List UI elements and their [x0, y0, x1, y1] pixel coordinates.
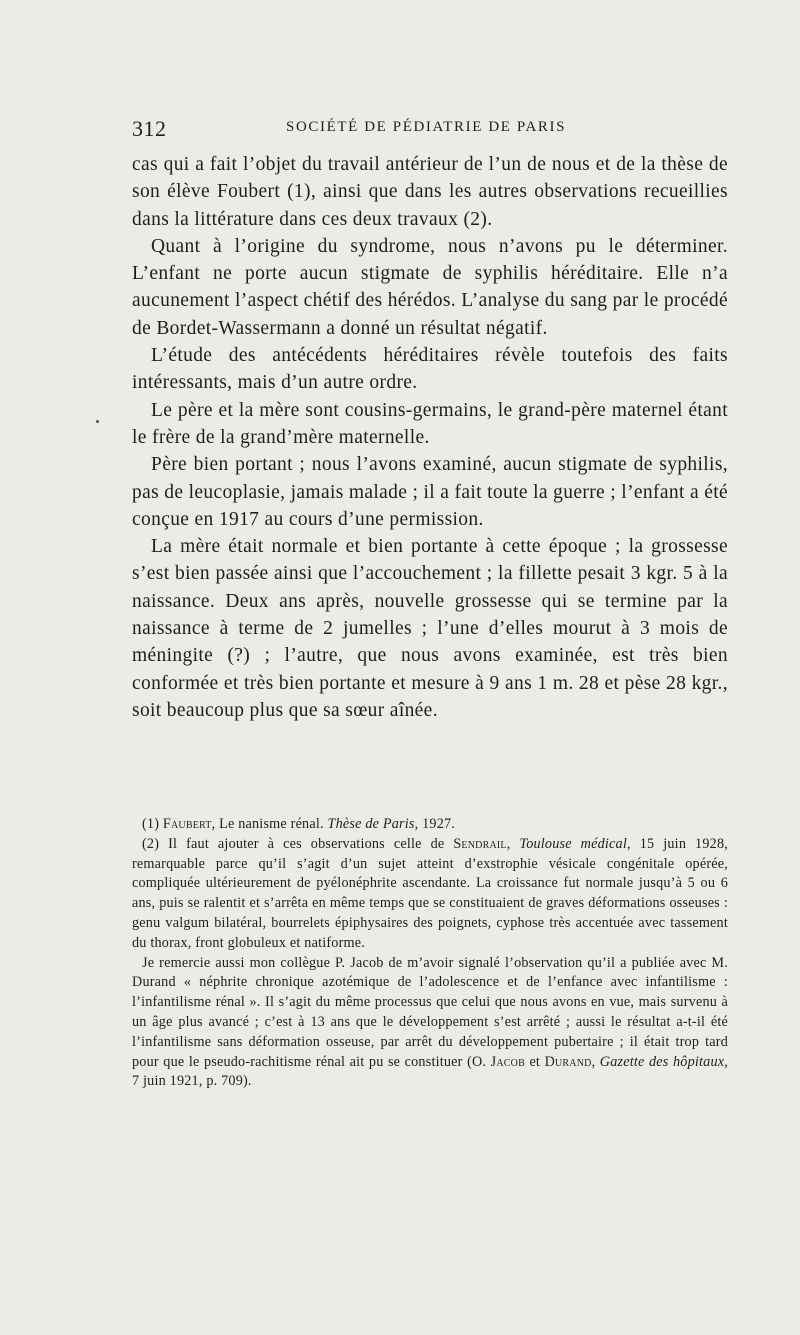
footnote-2	[132, 835, 728, 954]
footnote-1	[132, 815, 728, 835]
footnote-text: ,	[591, 1053, 600, 1070]
footnote-text: Il faut ajouter à ces observations celle de	[168, 835, 454, 852]
footnote-source: Gazette des hôpitaux	[599, 1053, 725, 1070]
paragraph: L’étude des antécédents héréditaires révèle toutefois des faits intéressants, mais d’un autre ordre.	[132, 345, 728, 394]
footnote-text: , 7 juin 1921, p. 709).	[132, 1053, 728, 1090]
footnote-source: Thèse de Paris	[327, 816, 415, 832]
footnotes	[132, 815, 728, 1092]
footnote-author: Sendrail	[453, 835, 507, 852]
footnote-text: , 15 juin 1928, remarquable parce qu’il s’agit d’un sujet atteint d’exstrophie vésicale congénitale opérée, compliquée ultérieurement de pyélonéphrite ascendante. La croissance fut normale jusqu’à 5 ou 6 ans, puis se ralentit et s’arrêta en même temps que se constituaient de graves déformations osseuses : genu valgum bilatéral, bourrelets épiphysaires des poignets, cyphose très accentuée avec tassement du thorax, front globuleux et natiforme.	[132, 835, 728, 951]
footnote-text: , Le nanisme rénal.	[211, 816, 328, 832]
body-text	[132, 151, 728, 724]
paragraph: La mère était normale et bien portante à cette époque ; la grossesse s’est bien passée ainsi que l’accouchement ; la fillette pesait 3 kgr. 5 à la naissance. Deux ans après, nouvelle grossesse qui se termine par la naissance à terme de 2 jumelles ; l’une d’elles mourut à 3 mois de méningite (?) ; l’autre, que nous avons examinée, est très bien conformée et très bien portante et mesure à 9 ans 1 m. 28 et pèse 28 kgr., soit beaucoup plus que sa sœur aînée.	[132, 536, 728, 721]
footnote-text: , 1927.	[414, 816, 456, 832]
footnote-marker: (1)	[142, 816, 160, 832]
footnote-author: Durand	[544, 1053, 592, 1070]
paragraph: Le père et la mère sont cousins-germains, le grand-père maternel étant le frère de la grand’mère maternelle.	[132, 399, 728, 448]
paragraph: Quant à l’origine du syndrome, nous n’avons pu le déterminer. L’enfant ne porte aucun stigmate de syphilis héréditaire. Elle n’a aucunement l’aspect chétif des hérédos. L’analyse du sang par le procédé de Bordet-Wassermann a donné un résultat négatif.	[132, 235, 728, 339]
page-header	[132, 116, 730, 146]
footnote-3	[132, 954, 728, 1093]
page-number: 312	[132, 116, 167, 141]
running-head: SOCIÉTÉ DE PÉDIATRIE DE PARIS	[286, 119, 567, 135]
footnote-author: Faubert	[162, 816, 212, 832]
footnote-marker: (2)	[142, 835, 160, 852]
footnote-text: Je remercie aussi mon collègue P. Jacob de m’avoir signalé l’observation qu’il a publiée avec M. Durand « néphrite chronique azotémique de l’adolescence et de l’enfance avec infantilisme : l’infantilisme rénal ». Il s’agit du même processus que celui que nous avons en vue, mais survenu à un âge plus avancé ; c’est à 13 ans que le développement s’est arrêté ; aussi le résultat a-t-il été l’infantilisme sans déformation osseuse, par arrêt du développement pubertaire ; il était trop tard pour que le pseudo-rachitisme rénal ait pu se constituer (O.	[132, 954, 728, 1070]
margin-speck	[96, 420, 99, 423]
footnote-text: et	[524, 1053, 545, 1070]
footnote-text: ,	[506, 835, 520, 852]
paragraph: cas qui a fait l’objet du travail antérieur de l’un de nous et de la thèse de son élève Foubert (1), ainsi que dans les autres observations recueillies dans la littérature dans ces deux travaux (2).	[132, 154, 728, 230]
footnote-author: Jacob	[490, 1053, 525, 1070]
paragraph: Père bien portant ; nous l’avons examiné, aucun stigmate de syphilis, pas de leucoplasie, jamais malade ; il a fait toute la guerre ; l’enfant a été conçue en 1917 au cours d’une permission.	[132, 454, 728, 530]
footnote-source: Toulouse médical	[519, 835, 627, 852]
